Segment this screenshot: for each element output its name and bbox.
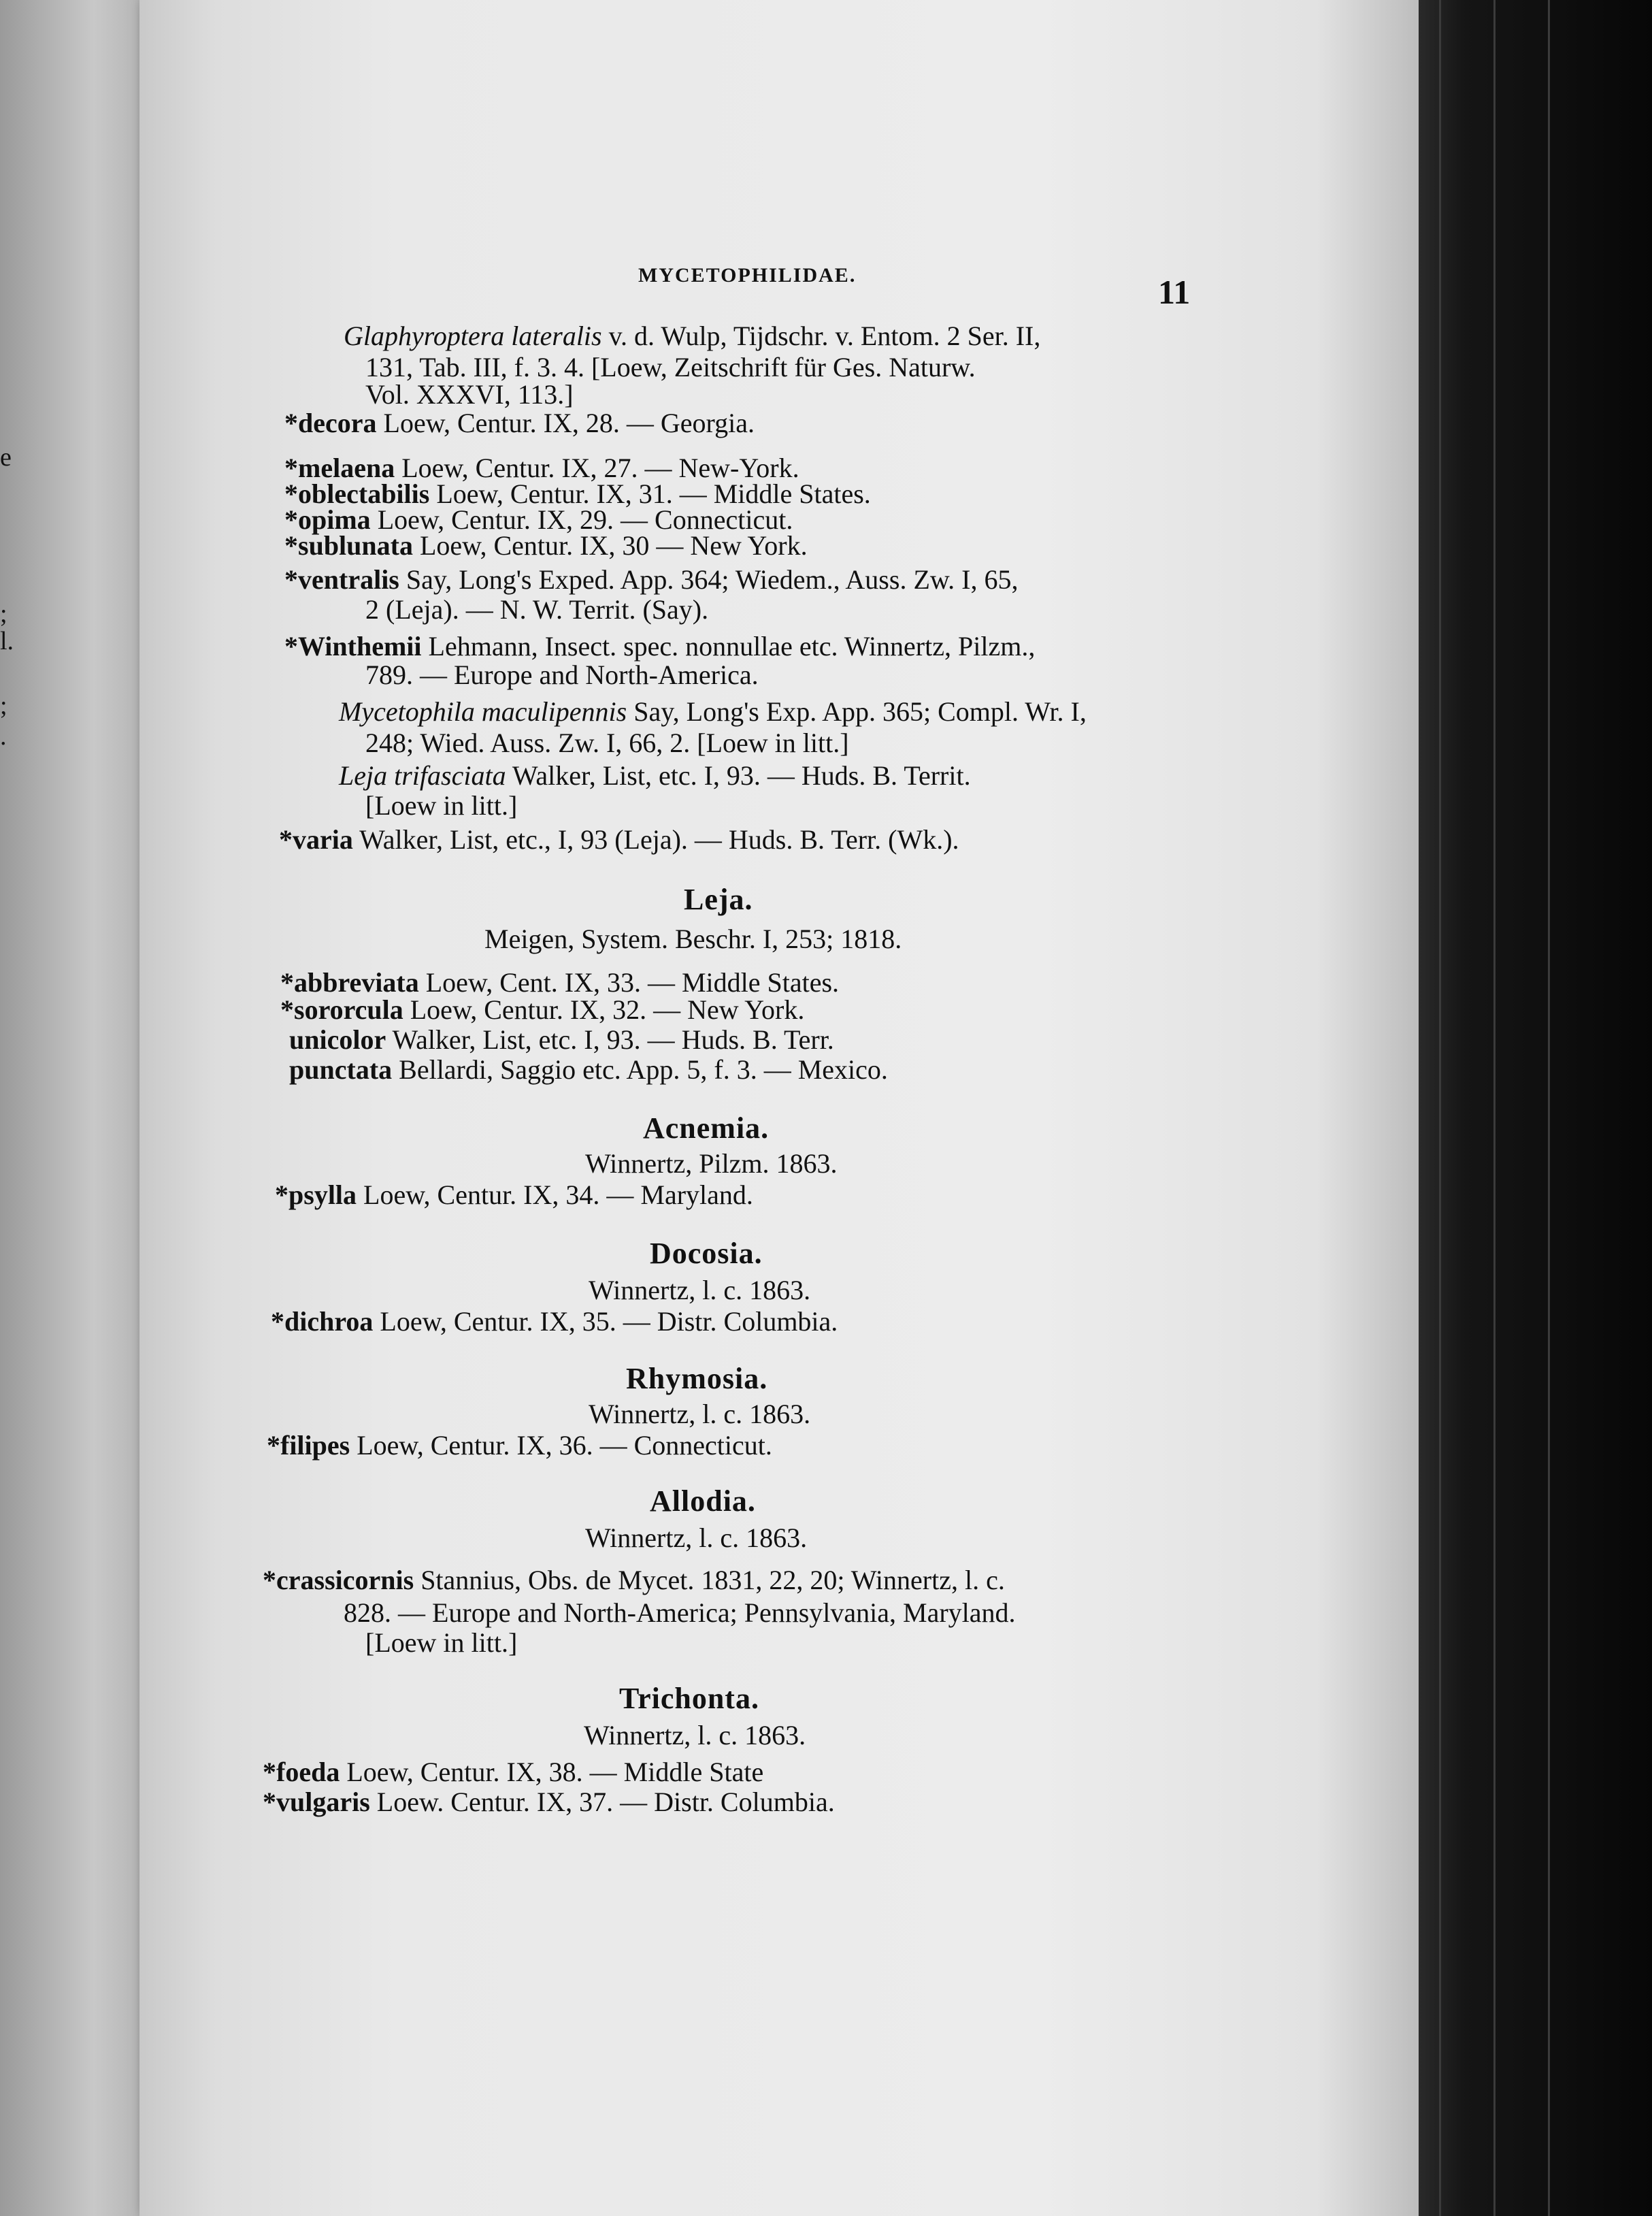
entry-continuation: [Loew in litt.] <box>365 790 518 821</box>
genus-authority: Winnertz, l. c. 1863. <box>589 1275 811 1305</box>
genus-heading: Docosia. <box>650 1237 763 1270</box>
species-entry: *sororcula Loew, Centur. IX, 32. — New York. <box>280 994 805 1025</box>
genus-heading: Rhymosia. <box>626 1362 768 1395</box>
running-header: MYCETOPHILIDAE. <box>638 264 857 287</box>
synonym-entry: Leja trifasciata Walker, List, etc. I, 93. — Huds. B. Territ. <box>339 760 971 791</box>
species-entry: *varia Walker, List, etc., I, 93 (Leja). — Huds. B. Terr. (Wk.). <box>279 824 959 855</box>
species-entry: *sublunata Loew, Centur. IX, 30 — New York. <box>284 530 808 561</box>
margin-fragment: ; <box>0 600 7 628</box>
entry-continuation: 789. — Europe and North-America. <box>365 659 759 690</box>
page-number: 11 <box>1158 273 1191 311</box>
entry-continuation: 828. — Europe and North-America; Pennsylvania, Maryland. <box>344 1597 1016 1628</box>
species-entry: *melaena Loew, Centur. IX, 27. — New-York. <box>284 453 799 483</box>
genus-authority: Winnertz, l. c. 1863. <box>584 1720 806 1750</box>
genus-heading: Trichonta. <box>619 1682 759 1715</box>
margin-fragment: l. <box>0 627 14 655</box>
genus-heading: Leja. <box>684 883 753 916</box>
genus-heading: Acnemia. <box>643 1111 770 1145</box>
entry-continuation: [Loew in litt.] <box>365 1627 518 1658</box>
genus-authority: Winnertz, l. c. 1863. <box>589 1399 811 1429</box>
species-entry: Glaphyroptera lateralis v. d. Wulp, Tijdschr. v. Entom. 2 Ser. II, <box>344 321 1041 351</box>
species-entry: *crassicornis Stannius, Obs. de Mycet. 1831, 22, 20; Winnertz, l. c. <box>263 1565 1005 1595</box>
genus-authority: Winnertz, l. c. 1863. <box>585 1522 808 1553</box>
margin-fragment: ; <box>0 691 7 720</box>
entry-continuation: Vol. XXXVI, 113.] <box>365 379 574 410</box>
species-entry: unicolor Walker, List, etc. I, 93. — Huds. B. Terr. <box>289 1024 834 1055</box>
book-spine <box>1419 0 1652 2216</box>
species-entry: *filipes Loew, Centur. IX, 36. — Connecticut. <box>267 1430 772 1461</box>
species-entry: punctata Bellardi, Saggio etc. App. 5, f. 3. — Mexico. <box>289 1054 888 1085</box>
margin-fragment: e <box>0 443 12 472</box>
genus-authority: Meigen, System. Beschr. I, 253; 1818. <box>484 924 902 954</box>
entry-continuation: 131, Tab. III, f. 3. 4. [Loew, Zeitschrift für Ges. Naturw. <box>365 352 976 382</box>
species-entry: *oblectabilis Loew, Centur. IX, 31. — Middle States. <box>284 478 871 509</box>
species-entry: *vulgaris Loew. Centur. IX, 37. — Distr. Columbia. <box>263 1787 835 1817</box>
genus-authority: Winnertz, Pilzm. 1863. <box>585 1148 838 1179</box>
genus-heading: Allodia. <box>650 1484 756 1518</box>
species-entry: *abbreviata Loew, Cent. IX, 33. — Middle States. <box>280 967 840 998</box>
species-entry: *psylla Loew, Centur. IX, 34. — Maryland. <box>275 1179 753 1210</box>
synonym-entry: Mycetophila maculipennis Say, Long's Exp. App. 365; Compl. Wr. I, <box>339 696 1087 727</box>
species-entry: *opima Loew, Centur. IX, 29. — Connecticut. <box>284 504 793 535</box>
margin-fragment: . <box>0 722 7 751</box>
species-entry: *Winthemii Lehmann, Insect. spec. nonnullae etc. Winnertz, Pilzm., <box>284 631 1036 662</box>
species-entry: *decora Loew, Centur. IX, 28. — Georgia. <box>284 408 755 438</box>
species-entry: *ventralis Say, Long's Exped. App. 364; Wiedem., Auss. Zw. I, 65, <box>284 564 1019 595</box>
entry-continuation: 2 (Leja). — N. W. Territ. (Say). <box>365 594 709 625</box>
species-entry: *dichroa Loew, Centur. IX, 35. — Distr. Columbia. <box>271 1306 838 1337</box>
entry-continuation: 248; Wied. Auss. Zw. I, 66, 2. [Loew in litt.] <box>365 728 849 758</box>
species-entry: *foeda Loew, Centur. IX, 38. — Middle State <box>263 1757 764 1787</box>
